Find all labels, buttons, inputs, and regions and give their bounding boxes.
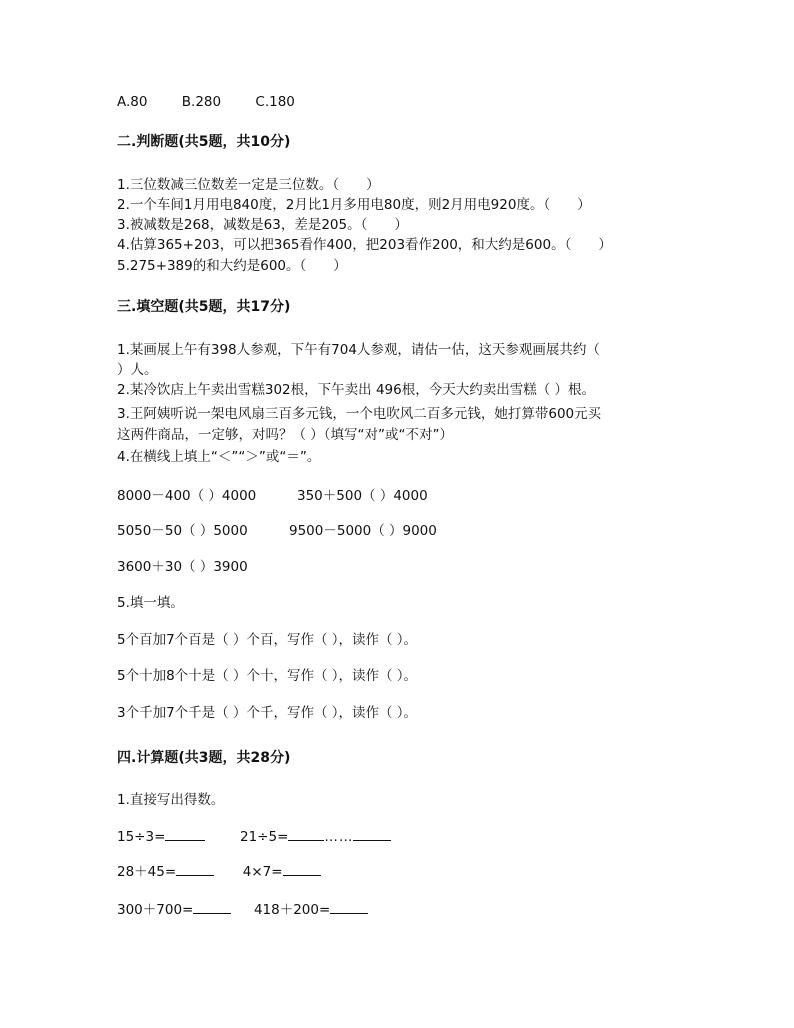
answer-blank[interactable] <box>330 899 368 914</box>
answer-blank[interactable] <box>165 826 205 841</box>
compare-right: 350＋500（ ）4000 <box>297 488 428 504</box>
answer-blank[interactable] <box>288 826 324 841</box>
fill-row-2: 5个十加8个十是（ ）个十，写作（ ），读作（ ）。 <box>117 668 418 684</box>
compare-row <box>117 522 437 540</box>
section-3-heading: 三.填空题(共5题，共17分) <box>117 299 291 315</box>
fill-row-3: 3个千加7个千是（ ）个千，写作（ ），读作（ ）。 <box>117 705 418 721</box>
option-a: A.80 <box>117 94 148 110</box>
fill-q3-line2: 这两件商品，一定够，对吗？（ ）（填写“对”或“不对”） <box>117 427 454 443</box>
fill-row-1: 5个百加7个百是（ ）个百，写作（ ），读作（ ）。 <box>117 632 418 648</box>
calc-expr: 4×7= <box>242 864 283 880</box>
answer-blank[interactable] <box>176 861 214 876</box>
judge-item-2: 2.一个车间1月用电840度，2月比1月多用电80度，则2月用电920度。（ ） <box>117 197 591 213</box>
compare-left: 8000－400（ ）4000 <box>117 488 257 504</box>
fill-q1-line1: 1.某画展上午有398人参观，下午有704人参观，请估一估，这天参观画展共约（ <box>117 342 600 358</box>
fill-q3-line1: 3.王阿姨听说一架电风扇三百多元钱，一个电吹风二百多元钱，她打算带600元买 <box>117 406 602 422</box>
prev-options-line <box>117 93 295 111</box>
answer-blank[interactable] <box>193 899 231 914</box>
calc-expr: 300＋700= <box>117 902 194 918</box>
option-b: B.280 <box>181 94 222 110</box>
calc-row <box>117 826 391 846</box>
fill-q5: 5.填一填。 <box>117 595 184 611</box>
section-4-heading: 四.计算题(共3题，共28分) <box>117 750 291 766</box>
calc-expr: 15÷3= <box>117 829 166 845</box>
judge-item-3: 3.被减数是268，减数是63，差是205。（ ） <box>117 217 408 233</box>
fill-q4: 4.在横线上填上“＜”“＞”或“＝”。 <box>117 449 321 465</box>
calc-row <box>117 899 368 919</box>
compare-left: 3600＋30（ ）3900 <box>117 559 248 575</box>
fill-q2: 2.某冷饮店上午卖出雪糕302根，下午卖出 496根，今天大约卖出雪糕（ ）根。 <box>117 382 595 398</box>
judge-item-5: 5.275+389的和大约是600。（ ） <box>117 258 347 274</box>
fill-q1-line2: ）人。 <box>117 362 158 378</box>
compare-row <box>117 558 248 576</box>
calc-expr: 21÷5= <box>239 829 289 845</box>
calc-q1: 1.直接写出得数。 <box>117 792 225 808</box>
calc-expr: 28＋45= <box>117 864 177 880</box>
compare-right: 9500－5000（ ）9000 <box>289 523 437 539</box>
option-c: C.180 <box>255 94 295 110</box>
compare-left: 5050－50（ ）5000 <box>117 523 248 539</box>
compare-row <box>117 487 428 505</box>
answer-blank[interactable] <box>283 861 321 876</box>
judge-item-1: 1.三位数减三位数差一定是三位数。（ ） <box>117 177 380 193</box>
answer-blank[interactable] <box>353 826 391 841</box>
calc-expr: 418＋200= <box>253 902 331 918</box>
remainder-dots: …… <box>324 829 354 845</box>
calc-row <box>117 861 321 881</box>
judge-item-4: 4.估算365+203，可以把365看作400，把203看作200，和大约是600。（ ） <box>117 237 612 253</box>
section-2-heading: 二.判断题(共5题，共10分) <box>117 134 291 150</box>
